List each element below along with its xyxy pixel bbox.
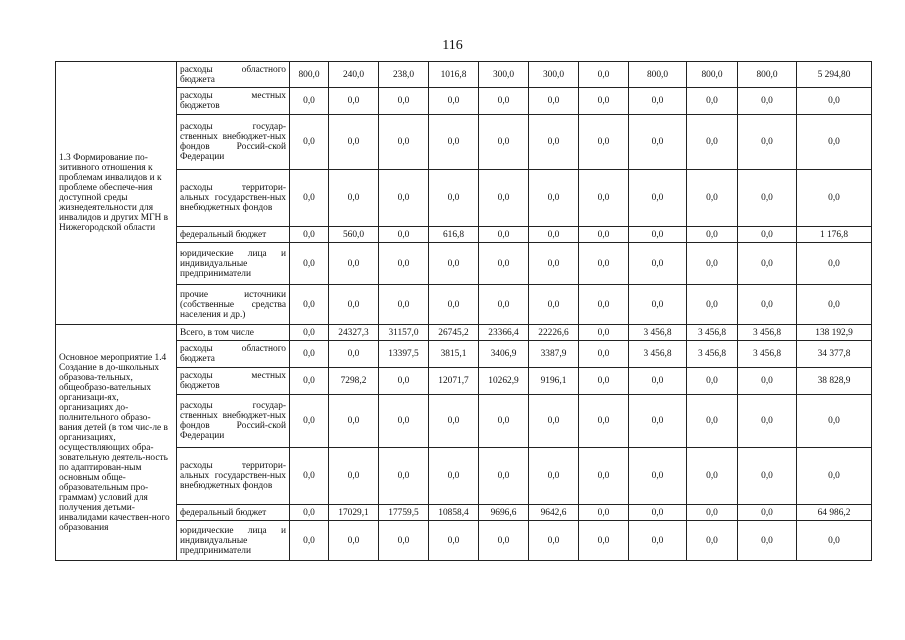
value-cell: 0,0 [379,115,429,170]
value-cell: 3406,9 [479,341,529,368]
funding-source-cell: прочие источники (собственные средства населения и др.) [177,285,290,325]
value-cell: 800,0 [687,62,738,88]
value-cell: 38 828,9 [797,368,872,395]
funding-source-cell: расходы территори-альных государствен-ных внебюджетных фондов [177,170,290,227]
value-cell: 9196,1 [529,368,579,395]
value-cell: 0,0 [797,395,872,448]
table-body [56,62,872,561]
value-cell: 0,0 [290,243,329,285]
table-row [56,243,872,285]
value-cell: 26745,2 [429,325,479,341]
table-row [56,521,872,561]
value-cell: 0,0 [629,170,687,227]
value-cell: 0,0 [738,227,797,243]
value-cell: 0,0 [290,368,329,395]
value-cell: 3815,1 [429,341,479,368]
value-cell: 238,0 [379,62,429,88]
table-row [56,62,872,88]
value-cell: 0,0 [579,325,629,341]
value-cell: 0,0 [290,285,329,325]
value-cell: 300,0 [529,62,579,88]
value-cell: 1016,8 [429,62,479,88]
value-cell: 0,0 [579,368,629,395]
value-cell: 0,0 [529,448,579,505]
funding-source-cell: федеральный бюджет [177,505,290,521]
value-cell: 34 377,8 [797,341,872,368]
value-cell: 0,0 [379,448,429,505]
table-row [56,368,872,395]
value-cell: 0,0 [379,395,429,448]
value-cell: 0,0 [629,368,687,395]
value-cell: 0,0 [329,448,379,505]
value-cell: 0,0 [329,285,379,325]
table-row [56,325,872,341]
table-row [56,341,872,368]
value-cell: 0,0 [797,243,872,285]
value-cell: 800,0 [629,62,687,88]
value-cell: 10262,9 [479,368,529,395]
value-cell: 3 456,8 [738,325,797,341]
value-cell: 0,0 [529,285,579,325]
value-cell: 0,0 [290,325,329,341]
value-cell: 800,0 [738,62,797,88]
value-cell: 0,0 [429,170,479,227]
value-cell: 0,0 [529,115,579,170]
measure-name-cell: Основное мероприятие 1.4 Создание в до-школьных образова-тельных, общеобразо-вательных организаци-ях, организациях до-полнительного образо-вания детей (в том чис-ле в организациях, осуществляющих обра-зовательную деятель-ность по адаптирован-ным основным обще-образовательным про-граммам) условий для получения детьми-инвалидами качествен-ного образования [56,325,177,561]
value-cell: 0,0 [579,62,629,88]
value-cell: 0,0 [329,88,379,115]
funding-source-cell: расходы местных бюджетов [177,368,290,395]
value-cell: 24327,3 [329,325,379,341]
value-cell: 0,0 [629,88,687,115]
value-cell: 0,0 [629,448,687,505]
value-cell: 0,0 [529,395,579,448]
value-cell: 0,0 [529,243,579,285]
value-cell: 0,0 [579,88,629,115]
value-cell: 0,0 [687,170,738,227]
value-cell: 22226,6 [529,325,579,341]
value-cell: 0,0 [687,395,738,448]
value-cell: 0,0 [429,243,479,285]
value-cell: 240,0 [329,62,379,88]
value-cell: 0,0 [290,521,329,561]
value-cell: 0,0 [429,285,479,325]
value-cell: 31157,0 [379,325,429,341]
value-cell: 0,0 [579,505,629,521]
value-cell: 0,0 [479,115,529,170]
value-cell: 0,0 [579,448,629,505]
value-cell: 0,0 [797,115,872,170]
value-cell: 0,0 [329,521,379,561]
funding-source-cell: расходы территори-альных государствен-ных внебюджетных фондов [177,448,290,505]
value-cell: 300,0 [479,62,529,88]
funding-source-cell: юридические лица и индивидуальные предприниматели [177,521,290,561]
value-cell: 3 456,8 [629,325,687,341]
value-cell: 0,0 [629,243,687,285]
value-cell: 0,0 [797,521,872,561]
value-cell: 0,0 [579,243,629,285]
value-cell: 64 986,2 [797,505,872,521]
value-cell: 0,0 [429,115,479,170]
funding-source-cell: расходы местных бюджетов [177,88,290,115]
value-cell: 0,0 [687,448,738,505]
value-cell: 0,0 [479,448,529,505]
value-cell: 0,0 [797,285,872,325]
table-row [56,285,872,325]
value-cell: 1 176,8 [797,227,872,243]
value-cell: 0,0 [429,448,479,505]
value-cell: 0,0 [379,521,429,561]
value-cell: 3387,9 [529,341,579,368]
value-cell: 0,0 [429,521,479,561]
value-cell: 0,0 [738,448,797,505]
value-cell: 0,0 [738,170,797,227]
table-row [56,88,872,115]
funding-source-cell: расходы государ-ственных внебюджет-ных фондов Россий-ской Федерации [177,115,290,170]
value-cell: 0,0 [797,88,872,115]
value-cell: 0,0 [687,115,738,170]
value-cell: 10858,4 [429,505,479,521]
value-cell: 0,0 [629,115,687,170]
value-cell: 560,0 [329,227,379,243]
value-cell: 0,0 [479,227,529,243]
value-cell: 0,0 [290,170,329,227]
table-row [56,448,872,505]
value-cell: 9642,6 [529,505,579,521]
value-cell: 0,0 [290,227,329,243]
value-cell: 0,0 [629,521,687,561]
value-cell: 0,0 [379,368,429,395]
funding-source-cell: расходы областного бюджета [177,341,290,368]
value-cell: 3 456,8 [629,341,687,368]
funding-source-cell: Всего, в том числе [177,325,290,341]
value-cell: 0,0 [579,227,629,243]
value-cell: 0,0 [687,505,738,521]
value-cell: 0,0 [629,505,687,521]
table-row [56,505,872,521]
value-cell: 0,0 [329,243,379,285]
value-cell: 0,0 [329,395,379,448]
table-row [56,170,872,227]
value-cell: 12071,7 [429,368,479,395]
value-cell: 0,0 [738,505,797,521]
value-cell: 0,0 [579,395,629,448]
value-cell: 0,0 [329,115,379,170]
value-cell: 0,0 [529,88,579,115]
value-cell: 0,0 [329,170,379,227]
value-cell: 0,0 [290,341,329,368]
value-cell: 0,0 [479,88,529,115]
value-cell: 0,0 [797,448,872,505]
value-cell: 0,0 [479,285,529,325]
value-cell: 0,0 [290,88,329,115]
value-cell: 0,0 [379,243,429,285]
funding-source-cell: федеральный бюджет [177,227,290,243]
value-cell: 3 456,8 [687,325,738,341]
value-cell: 17759,5 [379,505,429,521]
value-cell: 5 294,80 [797,62,872,88]
value-cell: 0,0 [579,170,629,227]
value-cell: 138 192,9 [797,325,872,341]
value-cell: 0,0 [629,227,687,243]
value-cell: 0,0 [738,88,797,115]
value-cell: 0,0 [579,285,629,325]
table-row [56,115,872,170]
value-cell: 0,0 [479,395,529,448]
table-row [56,395,872,448]
value-cell: 0,0 [738,115,797,170]
value-cell: 0,0 [479,521,529,561]
value-cell: 9696,6 [479,505,529,521]
value-cell: 0,0 [329,341,379,368]
value-cell: 0,0 [579,341,629,368]
value-cell: 0,0 [738,395,797,448]
value-cell: 0,0 [579,521,629,561]
funding-source-cell: юридические лица и индивидуальные предприниматели [177,243,290,285]
value-cell: 0,0 [687,521,738,561]
value-cell: 0,0 [738,243,797,285]
value-cell: 0,0 [687,227,738,243]
value-cell: 800,0 [290,62,329,88]
value-cell: 0,0 [687,285,738,325]
funding-source-cell: расходы государ-ственных внебюджет-ных фондов Россий-ской Федерации [177,395,290,448]
value-cell: 0,0 [479,170,529,227]
value-cell: 0,0 [379,227,429,243]
value-cell: 0,0 [379,170,429,227]
value-cell: 3 456,8 [687,341,738,368]
value-cell: 3 456,8 [738,341,797,368]
value-cell: 0,0 [290,115,329,170]
table-row [56,227,872,243]
value-cell: 0,0 [529,227,579,243]
page-number: 116 [442,38,463,53]
value-cell: 0,0 [797,170,872,227]
value-cell: 7298,2 [329,368,379,395]
value-cell: 0,0 [379,285,429,325]
value-cell: 0,0 [738,368,797,395]
value-cell: 616,8 [429,227,479,243]
value-cell: 0,0 [429,88,479,115]
value-cell: 0,0 [687,243,738,285]
value-cell: 0,0 [290,448,329,505]
value-cell: 0,0 [529,170,579,227]
funding-source-cell: расходы областного бюджета [177,62,290,88]
value-cell: 0,0 [579,115,629,170]
value-cell: 13397,5 [379,341,429,368]
value-cell: 17029,1 [329,505,379,521]
value-cell: 0,0 [687,88,738,115]
value-cell: 0,0 [629,395,687,448]
value-cell: 0,0 [529,521,579,561]
value-cell: 0,0 [687,368,738,395]
value-cell: 0,0 [429,395,479,448]
value-cell: 23366,4 [479,325,529,341]
value-cell: 0,0 [479,243,529,285]
measure-name-cell: 1.3 Формирование по-зитивного отношения к проблемам инвалидов и к проблеме обеспече-ния доступной среды жизнедеятельности для инвалидов и других МГН в Нижегородской области [56,62,177,325]
value-cell: 0,0 [290,505,329,521]
value-cell: 0,0 [379,88,429,115]
value-cell: 0,0 [738,285,797,325]
value-cell: 0,0 [629,285,687,325]
budget-table [55,61,872,561]
value-cell: 0,0 [290,395,329,448]
value-cell: 0,0 [738,521,797,561]
